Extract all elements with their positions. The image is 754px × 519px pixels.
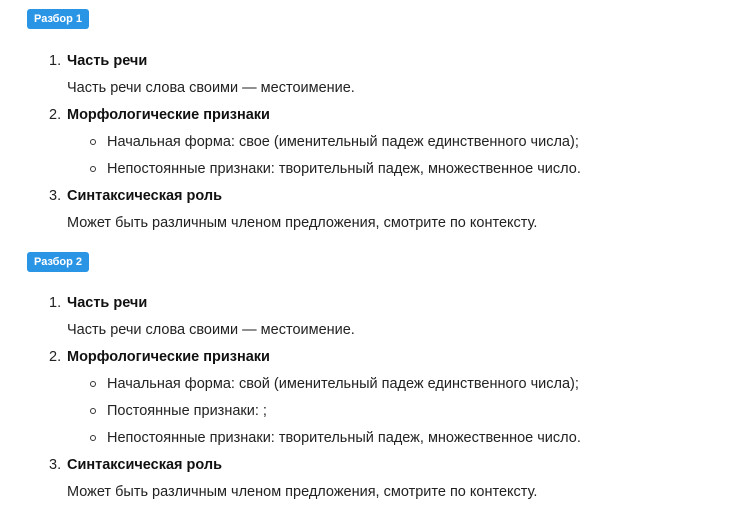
morphology-heading: Морфологические признаки [67, 107, 270, 123]
list-number: 2. [49, 107, 62, 123]
part-of-speech-heading: Часть речи [67, 53, 148, 69]
list-number: 1. [49, 295, 62, 311]
analysis-badge: Разбор 2 [27, 252, 89, 272]
morphology-bullet: Начальная форма: свой (именительный падеж единственного числа); [107, 376, 579, 392]
bullet-circle-icon [90, 408, 96, 414]
part-of-speech-text: Часть речи слова своими — местоимение. [67, 80, 355, 96]
bullet-circle-icon [90, 435, 96, 441]
list-number: 2. [49, 349, 62, 365]
syntax-role-heading: Синтаксическая роль [67, 188, 222, 204]
bullet-circle-icon [90, 139, 96, 145]
morphology-bullet: Непостоянные признаки: творительный падеж, множественное число. [107, 430, 581, 446]
list-number: 3. [49, 457, 62, 473]
morphology-bullet: Непостоянные признаки: творительный падеж, множественное число. [107, 161, 581, 177]
analysis-badge: Разбор 1 [27, 9, 89, 29]
syntax-role-text: Может быть различным членом предложения, смотрите по контексту. [67, 215, 538, 231]
list-number: 3. [49, 188, 62, 204]
morphology-bullet: Постоянные признаки: ; [107, 403, 267, 419]
part-of-speech-text: Часть речи слова своими — местоимение. [67, 322, 355, 338]
morphology-bullet: Начальная форма: свое (именительный падеж единственного числа); [107, 134, 579, 150]
morphology-heading: Морфологические признаки [67, 349, 270, 365]
bullet-circle-icon [90, 381, 96, 387]
syntax-role-heading: Синтаксическая роль [67, 457, 222, 473]
part-of-speech-heading: Часть речи [67, 295, 148, 311]
list-number: 1. [49, 53, 62, 69]
bullet-circle-icon [90, 166, 96, 172]
syntax-role-text: Может быть различным членом предложения, смотрите по контексту. [67, 484, 538, 500]
